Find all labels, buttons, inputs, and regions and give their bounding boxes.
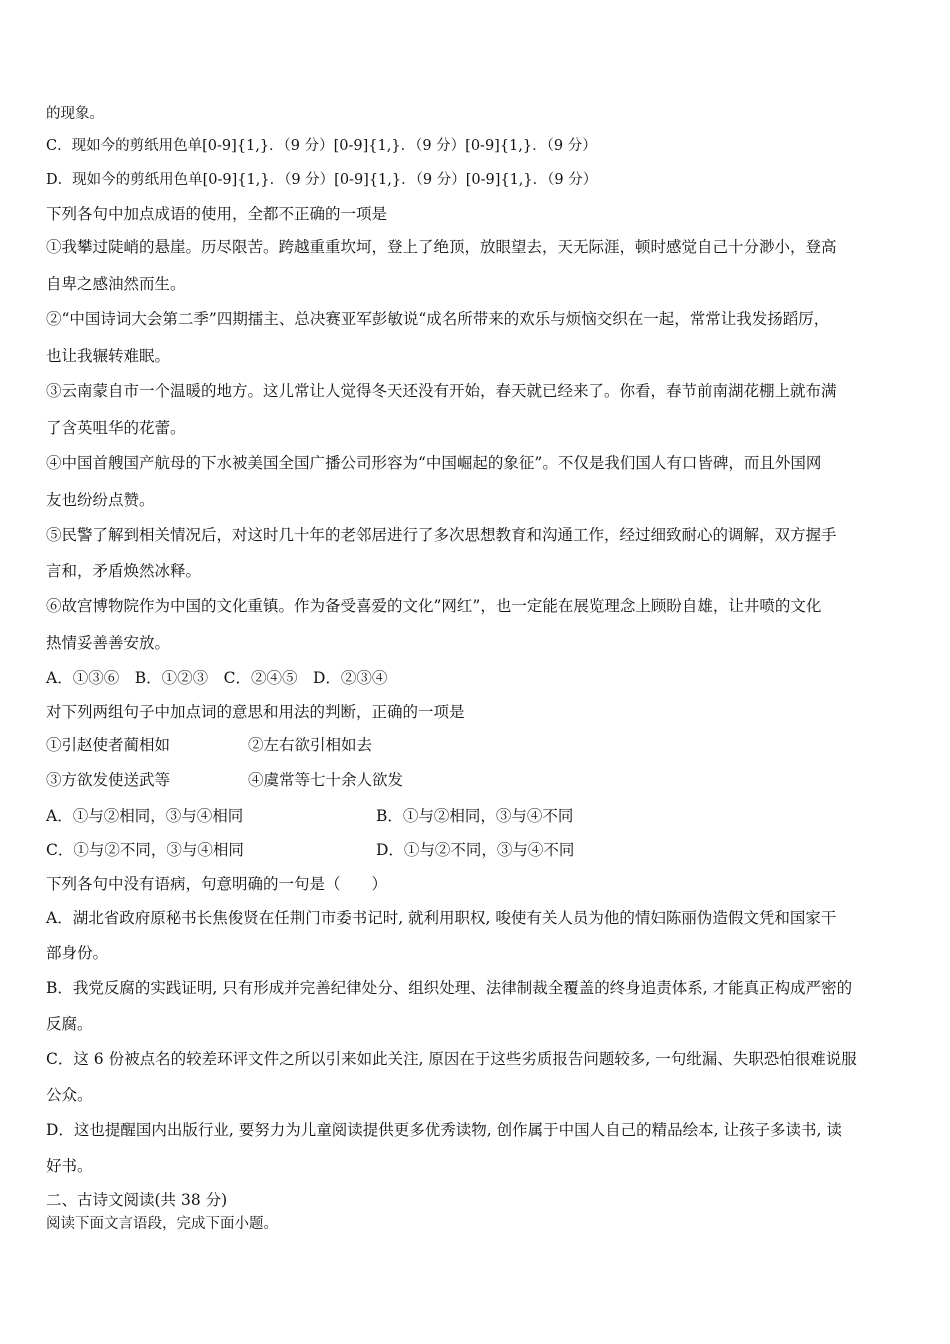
sentence-4-cont: 友也纷纷点赞。 xyxy=(46,491,155,509)
pair-sentence-4: ④虞常等七十余人欲发 xyxy=(248,771,404,789)
option-a: A．①与②相同，③与④相同 xyxy=(46,807,244,825)
option-c: C．①与②不同，③与④相同 xyxy=(46,841,244,859)
option-c: C．这 6 份被点名的较差环评文件之所以引来如此关注, 原因在于这些劣质报告问题较多, 一句纰漏、失职恐怕很难说服 xyxy=(46,1050,857,1068)
sentence-5: ⑤民警了解到相关情况后，对这时几十年的老邻居进行了多次思想教育和沟通工作，经过细致耐心的调解，双方握手 xyxy=(46,526,837,544)
sentence-6: ⑥故宫博物院作为中国的文化重镇。作为备受喜爱的文化”网红”，也一定能在展览理念上顾盼自雄，让井喷的文化 xyxy=(46,597,822,615)
section-heading: 二、古诗文阅读(共 38 分) xyxy=(46,1191,228,1209)
pair-sentence-1: ①引赵使者蔺相如 xyxy=(46,736,171,754)
question-stem-3: 下列各句中没有语病，句意明确的一句是（ ） xyxy=(46,875,388,893)
sentence-6-cont: 热情妥善善安放。 xyxy=(46,634,171,652)
sentence-3: ③云南蒙自市一个温暖的地方。这儿常让人觉得冬天还没有开始，春天就已经来了。你看，春节前南湖花棚上就布满 xyxy=(46,382,837,400)
section-instruction: 阅读下面文言语段，完成下面小题。 xyxy=(46,1216,278,1232)
option-d: D．现如今的剪纸用色单[0-9]{1,}．（9 分）[0-9]{1,}．（9 分）[0-9]{1,}．（9 分） xyxy=(46,172,598,188)
option-d: D．这也提醒国内出版行业, 要努力为儿童阅读提供更多优秀读物, 创作属于中国人自己的精品绘本, 让孩子多读书, 读 xyxy=(46,1121,842,1139)
option-b: B．我党反腐的实践证明, 只有形成并完善纪律处分、组织处理、法律制裁全覆盖的终身追责体系, 才能真正构成严密的 xyxy=(46,979,853,997)
option-d: D．①与②不同，③与④不同 xyxy=(376,841,575,859)
question-stem-2: 对下列两组句子中加点词的意思和用法的判断，正确的一项是 xyxy=(46,703,465,721)
sentence-2: ②“中国诗词大会第二季”四期擂主、总决赛亚军彭敏说“成名所带来的欢乐与烦恼交织在一起，常常让我发扬蹈厉， xyxy=(46,310,830,328)
option-c: C．现如今的剪纸用色单[0-9]{1,}．（9 分）[0-9]{1,}．（9 分）[0-9]{1,}．（9 分） xyxy=(46,138,597,154)
pair-sentence-2: ②左右欲引相如去 xyxy=(248,736,373,754)
option-d-cont: 好书。 xyxy=(46,1157,93,1175)
question-stem: 下列各句中加点成语的使用，全都不正确的一项是 xyxy=(46,205,388,223)
sentence-3-cont: 了含英咀华的花蕾。 xyxy=(46,419,186,437)
text-line: 的现象。 xyxy=(46,106,104,122)
option-a-cont: 部身份。 xyxy=(46,944,109,962)
sentence-1-cont: 自卑之感油然而生。 xyxy=(46,275,186,293)
option-b-cont: 反腐。 xyxy=(46,1015,93,1033)
sentence-1: ①我攀过陡峭的悬崖。历尽限苦。跨越重重坎坷，登上了绝顶，放眼望去，天无际涯，顿时感觉自己十分渺小，登高 xyxy=(46,238,837,256)
sentence-2-cont: 也让我辗转难眠。 xyxy=(46,347,171,365)
sentence-5-cont: 言和，矛盾焕然冰释。 xyxy=(46,562,202,580)
option-c-cont: 公众。 xyxy=(46,1086,93,1104)
pair-sentence-3: ③方欲发使送武等 xyxy=(46,771,171,789)
option-a: A．湖北省政府原秘书长焦俊贤在任荆门市委书记时, 就利用职权, 唆使有关人员为他的情妇陈丽伪造假文凭和国家干 xyxy=(46,909,837,927)
answer-options: A．①③⑥ B．①②③ C．②④⑤ D．②③④ xyxy=(46,669,388,687)
option-b: B．①与②相同，③与④不同 xyxy=(376,807,574,825)
sentence-4: ④中国首艘国产航母的下水被美国全国广播公司形容为“中国崛起的象征”。不仅是我们国人有口皆碑，而且外国网 xyxy=(46,454,822,472)
